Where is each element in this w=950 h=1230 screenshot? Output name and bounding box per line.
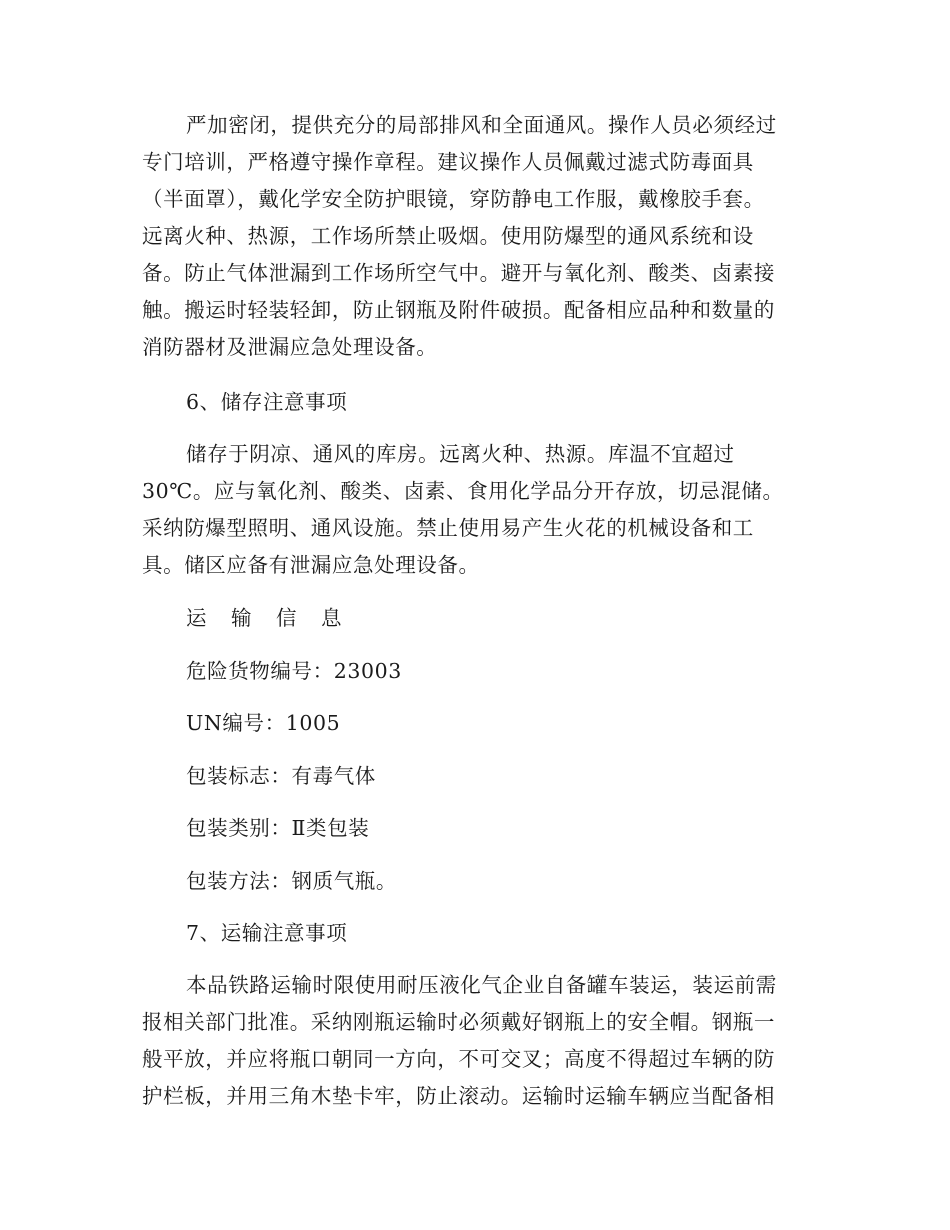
- section-heading-transport: [142, 915, 802, 952]
- paragraph-line: 专门培训，严格遵守操作章程。建议操作人员佩戴过滤式防毒面具: [142, 150, 754, 174]
- paragraph-line: 储存于阴凉、通风的库房。远离火种、热源。库温不宜超过: [186, 442, 735, 466]
- heading-text: 6、储存注意事项: [186, 390, 348, 414]
- title-text: 运 输 信 息: [186, 606, 351, 630]
- paragraph-ventilation: [142, 107, 802, 366]
- field-package-method: [142, 863, 802, 900]
- paragraph-line: 消防器材及泄漏应急处理设备。: [142, 335, 438, 359]
- field-un-number: [142, 705, 802, 742]
- paragraph-line: 护栏板，并用三角木垫卡牢，防止滚动。运输时运输车辆应当配备相: [142, 1084, 775, 1108]
- paragraph-line: 30℃。应与氧化剂、酸类、卤素、食用化学品分开存放，切忌混储。: [142, 479, 784, 503]
- paragraph-line: 严加密闭，提供充分的局部排风和全面通风。操作人员必须经过: [186, 113, 777, 137]
- transport-info-title: [142, 600, 802, 637]
- paragraph-line: 远离火种、热源，工作场所禁止吸烟。使用防爆型的通风系统和设: [142, 224, 754, 248]
- field-package-class: [142, 810, 802, 847]
- field-text: 包装方法：钢质气瓶。: [186, 869, 397, 893]
- paragraph-line: （半面罩），戴化学安全防护眼镜，穿防静电工作服，戴橡胶手套。: [142, 187, 765, 211]
- field-package-label: [142, 758, 802, 795]
- paragraph-line: 具。储区应备有泄漏应急处理设备。: [142, 553, 480, 577]
- field-text: 包装标志：有毒气体: [186, 764, 376, 788]
- heading-text: 7、运输注意事项: [186, 921, 348, 945]
- paragraph-storage: [142, 436, 802, 584]
- field-text: UN编号：1005: [186, 711, 341, 735]
- paragraph-line: 报相关部门批准。采纳刚瓶运输时必须戴好钢瓶上的安全帽。钢瓶一: [142, 1010, 775, 1034]
- paragraph-line: 备。防止气体泄漏到工作场所空气中。避开与氧化剂、酸类、卤素接: [142, 261, 775, 285]
- paragraph-line: 般平放，并应将瓶口朝同一方向，不可交叉；高度不得超过车辆的防: [142, 1047, 775, 1071]
- paragraph-line: 本品铁路运输时限使用耐压液化气企业自备罐车装运，装运前需: [186, 973, 777, 997]
- field-text: 包装类别：Ⅱ类包装: [186, 816, 370, 840]
- field-un-hazard-number: [142, 653, 802, 690]
- paragraph-transport: [142, 967, 802, 1115]
- section-heading-storage: [142, 384, 802, 421]
- paragraph-line: 采纳防爆型照明、通风设施。禁止使用易产生火花的机械设备和工: [142, 516, 754, 540]
- paragraph-line: 触。搬运时轻装轻卸，防止钢瓶及附件破损。配备相应品种和数量的: [142, 298, 775, 322]
- field-text: 危险货物编号：23003: [186, 659, 402, 683]
